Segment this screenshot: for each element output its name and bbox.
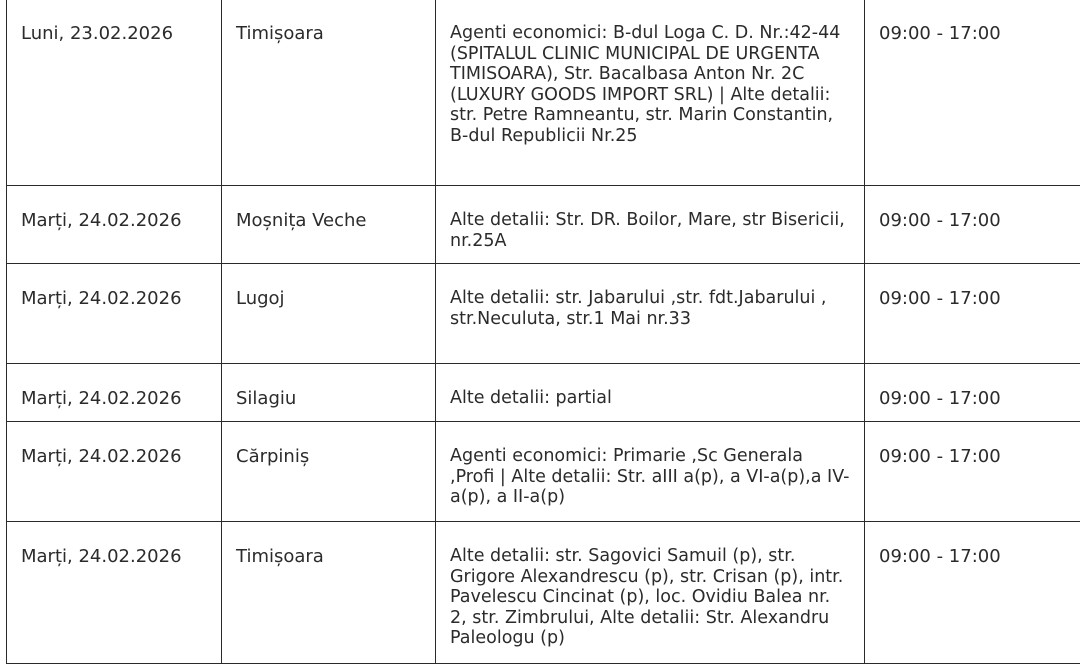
location-cell: Timișoara [222, 522, 436, 664]
time-cell: 09:00 - 17:00 [865, 364, 1080, 422]
location-cell: Timișoara [222, 0, 436, 186]
details-cell: Agenti economici: B-dul Loga C. D. Nr.:42-44 (SPITALUL CLINIC MUNICIPAL DE URGENTA TIMISOARA), Str. Bacalbasa Anton Nr. 2C (LUXURY GOODS IMPORT SRL) | Alte detalii: str. Petre Ramneantu, str. Marin Constantin, B-dul Republicii Nr.25 [436, 0, 865, 186]
table-row [7, 364, 1080, 422]
details-cell: Alte detalii: Str. DR. Boilor, Mare, str Bisericii, nr.25A [436, 186, 865, 264]
details-cell: Alte detalii: partial [436, 364, 865, 422]
location-cell: Cărpiniș [222, 422, 436, 522]
date-cell: Marți, 24.02.2026 [7, 186, 222, 264]
table-row [7, 0, 1080, 186]
table-row [7, 264, 1080, 364]
details-cell: Agenti economici: Primarie ,Sc Generala ,Profi | Alte detalii: Str. aIII a(p), a VI-a(p),a IV-a(p), a II-a(p) [436, 422, 865, 522]
outage-schedule-table-wrapper [6, 0, 1080, 664]
date-cell: Marți, 24.02.2026 [7, 522, 222, 664]
details-cell: Alte detalii: str. Jabarului ,str. fdt.Jabarului , str.Neculuta, str.1 Mai nr.33 [436, 264, 865, 364]
time-cell: 09:00 - 17:00 [865, 522, 1080, 664]
table-row [7, 522, 1080, 664]
date-cell: Marți, 24.02.2026 [7, 422, 222, 522]
table-row [7, 422, 1080, 522]
date-cell: Marți, 24.02.2026 [7, 264, 222, 364]
time-cell: 09:00 - 17:00 [865, 422, 1080, 522]
time-cell: 09:00 - 17:00 [865, 0, 1080, 186]
time-cell: 09:00 - 17:00 [865, 186, 1080, 264]
outage-schedule-table [6, 0, 1080, 664]
location-cell: Silagiu [222, 364, 436, 422]
table-row [7, 186, 1080, 264]
details-cell: Alte detalii: str. Sagovici Samuil (p), str. Grigore Alexandrescu (p), str. Crisan (p), intr. Pavelescu Cincinat (p), loc. Ovidiu Balea nr. 2, str. Zimbrului, Alte detalii: Str. Alexandru Paleologu (p) [436, 522, 865, 664]
date-cell: Marți, 24.02.2026 [7, 364, 222, 422]
date-cell: Luni, 23.02.2026 [7, 0, 222, 186]
location-cell: Moșnița Veche [222, 186, 436, 264]
time-cell: 09:00 - 17:00 [865, 264, 1080, 364]
location-cell: Lugoj [222, 264, 436, 364]
